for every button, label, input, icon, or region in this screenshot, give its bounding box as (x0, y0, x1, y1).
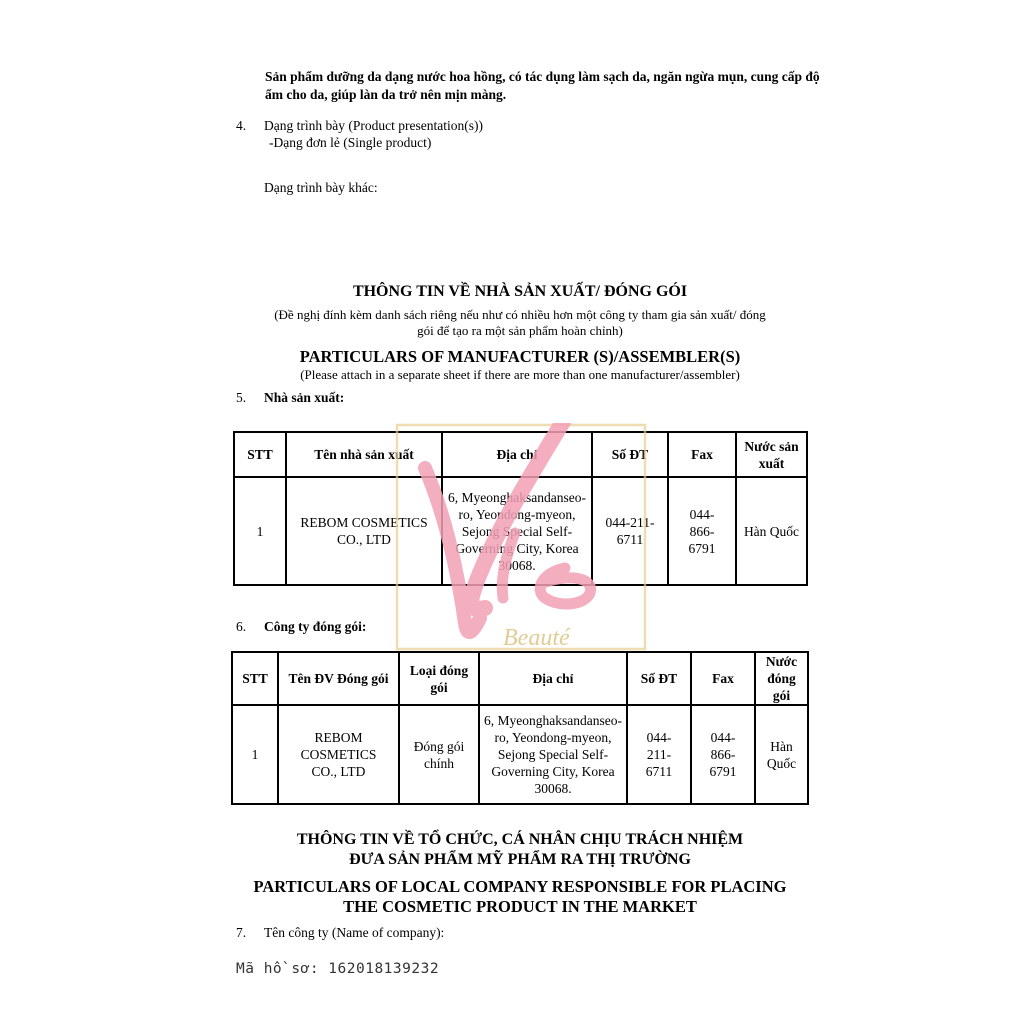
cell-address: 6, Myeonghaksandanseo-ro, Yeondong-myeon, Sejong Special Self-Governing City, Korea 30068. (442, 477, 592, 585)
cell-stt: 1 (232, 705, 278, 804)
local-company-title-vn-1: THÔNG TIN VỀ TỔ CHỨC, CÁ NHÂN CHỊU TRÁCH NHIỆM (296, 831, 744, 848)
intro-paragraph: Sản phẩm dưỡng da dạng nước hoa hồng, có tác dụng làm sạch da, ngăn ngừa mụn, cung cấp độ ẩm cho da, giúp làn da trở nên mịn màng. (265, 69, 820, 102)
header-stt: STT (232, 652, 278, 705)
header-manufacturer-name: Tên nhà sản xuất (286, 432, 442, 477)
cell-fax: 044-866-6791 (691, 705, 755, 804)
section-7-label: Tên công ty (Name of company): (264, 925, 445, 940)
packer-table (231, 651, 809, 805)
header-country: Nước sản xuất (736, 432, 807, 477)
manufacturer-note-vn-1: (Đề nghị đính kèm danh sách riêng nếu như có nhiều hơn một công ty tham gia sản xuất/ đóng (274, 307, 766, 322)
manufacturer-title-vn: THÔNG TIN VỀ NHÀ SẢN XUẤT/ ĐÓNG GÓI (352, 283, 688, 300)
cell-packer-name: REBOM COSMETICS CO., LTD (278, 705, 399, 804)
header-address: Địa chỉ (442, 432, 592, 477)
table-header-row (234, 432, 807, 477)
section-7-number: 7. (236, 925, 247, 940)
section-6-number: 6. (236, 619, 247, 634)
cell-country: Hàn Quốc (736, 477, 807, 585)
section-5-label: Nhà sản xuất: (264, 390, 345, 405)
header-fax: Fax (668, 432, 736, 477)
watermark-monogram: Vie (420, 550, 496, 616)
cell-packing-type: Đóng gói chính (399, 705, 479, 804)
manufacturer-title-en: PARTICULARS OF MANUFACTURER (S)/ASSEMBLER(S) (299, 347, 741, 366)
header-phone: Số ĐT (627, 652, 691, 705)
header-stt: STT (234, 432, 286, 477)
cell-manufacturer-name: REBOM COSMETICS CO., LTD (286, 477, 442, 585)
file-code: Mã hồ sơ: 162018139232 (236, 961, 440, 977)
header-address: Địa chỉ (479, 652, 627, 705)
local-company-title-en-2: THE COSMETIC PRODUCT IN THE MARKET (343, 897, 697, 916)
cell-stt: 1 (234, 477, 286, 585)
local-company-title-en-1: PARTICULARS OF LOCAL COMPANY RESPONSIBLE FOR PLACING (253, 877, 787, 896)
table-row (234, 477, 807, 585)
header-packing-type: Loại đóng gói (399, 652, 479, 705)
cell-phone: 044-211-6711 (592, 477, 668, 585)
local-company-title-vn-2: ĐƯA SẢN PHẨM MỸ PHẨM RA THỊ TRƯỜNG (349, 851, 691, 868)
cell-country: Hàn Quốc (755, 705, 808, 804)
cell-address: 6, Myeonghaksandanseo-ro, Yeondong-myeon, Sejong Special Self-Governing City, Korea 30068. (479, 705, 627, 804)
manufacturer-note-vn-2: gói để tạo ra một sản phẩm hoàn chỉnh) (417, 323, 623, 338)
section-4-number: 4. (236, 118, 247, 133)
header-packer-name: Tên ĐV Đóng gói (278, 652, 399, 705)
header-phone: Số ĐT (592, 432, 668, 477)
header-fax: Fax (691, 652, 755, 705)
header-country: Nước đóng gói (755, 652, 808, 705)
manufacturer-note-en: (Please attach in a separate sheet if there are more than one manufacturer/assembler) (300, 367, 740, 382)
cell-fax: 044-866-6791 (668, 477, 736, 585)
section-4-other: Dạng trình bày khác: (264, 180, 378, 195)
manufacturer-table (233, 431, 808, 586)
cell-phone: 044-211-6711 (627, 705, 691, 804)
section-5-number: 5. (236, 390, 247, 405)
section-4-option: -Dạng đơn lẻ (Single product) (269, 135, 432, 150)
section-4-label: Dạng trình bày (Product presentation(s)) (264, 118, 483, 133)
section-6-label: Công ty đóng gói: (264, 619, 367, 634)
watermark-brand: Beauté (503, 625, 570, 651)
table-header-row (232, 652, 808, 705)
table-row (232, 705, 808, 804)
